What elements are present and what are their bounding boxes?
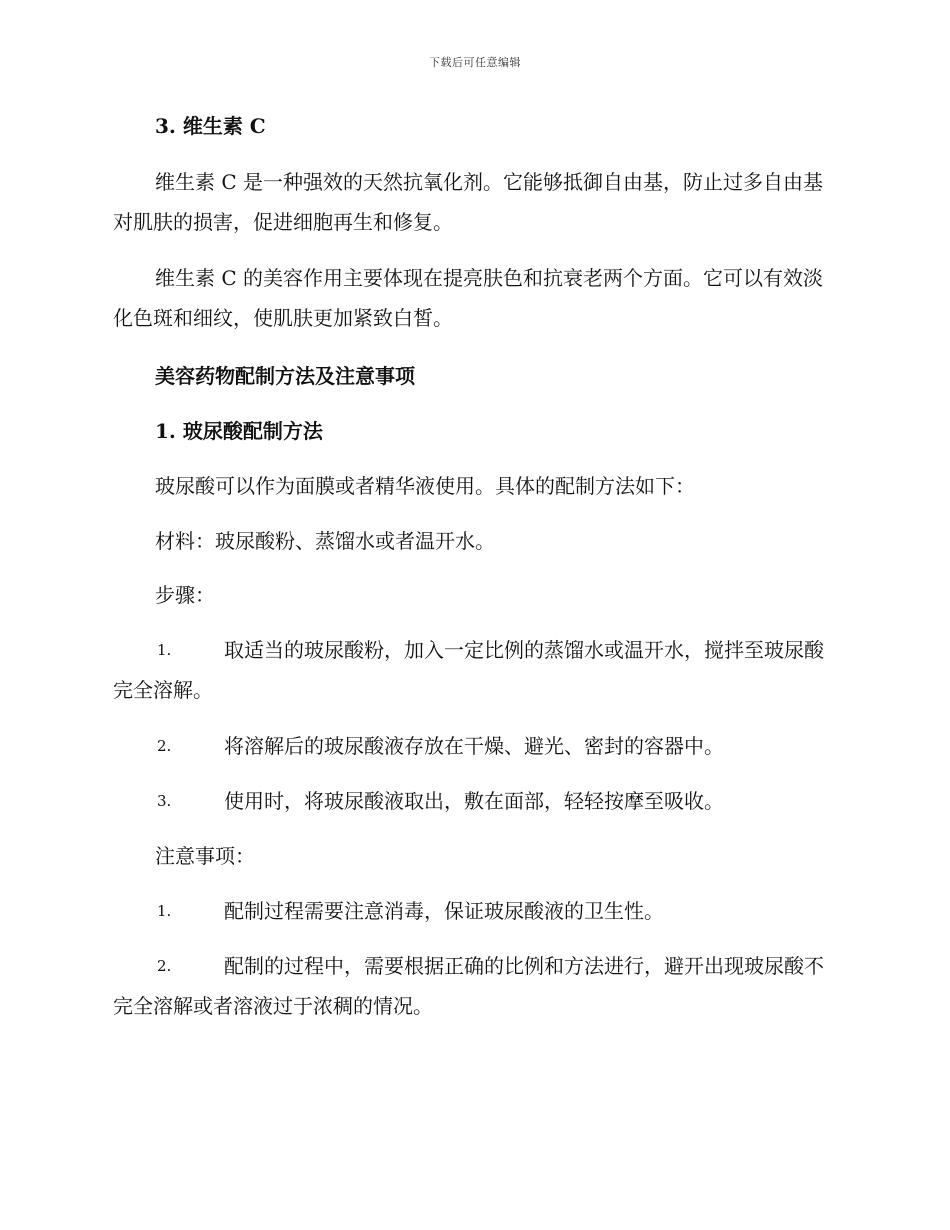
hyaluronic-acid-intro: 玻尿酸可以作为面膜或者精华液使用。具体的配制方法如下： — [155, 474, 695, 498]
note-number: 1. — [157, 902, 172, 920]
step-text: 将溶解后的玻尿酸液存放在干燥、避光、密封的容器中。 — [224, 734, 724, 758]
note-item — [113, 891, 833, 931]
notes-label: 注意事项： — [155, 844, 255, 868]
materials-line: 材料：玻尿酸粉、蒸馏水或者温开水。 — [155, 529, 495, 553]
step-item — [113, 726, 833, 766]
vitamin-c-paragraph-1: 维生素 C 是一种强效的天然抗氧化剂。它能够抵御自由基，防止过多自由基对肌肤的损害，促进细胞再生和修复。 — [113, 170, 824, 234]
note-text: 配制过程需要注意消毒，保证玻尿酸液的卫生性。 — [224, 899, 664, 923]
note-number: 2. — [157, 957, 172, 975]
step-number: 2. — [157, 737, 172, 755]
note-text: 配制的过程中，需要根据正确的比例和方法进行，避开出现玻尿酸不完全溶解或者溶液过于浓稠的情况。 — [113, 954, 824, 1018]
step-text: 取适当的玻尿酸粉，加入一定比例的蒸馏水或温开水，搅拌至玻尿酸完全溶解。 — [113, 638, 824, 702]
step-number: 1. — [157, 641, 172, 659]
step-number: 3. — [157, 792, 172, 810]
vitamin-c-paragraph-2: 维生素 C 的美容作用主要体现在提亮肤色和抗衰老两个方面。它可以有效淡化色斑和细纹，使肌肤更加紧致白皙。 — [113, 266, 824, 330]
hyaluronic-acid-heading: 1. 玻尿酸配制方法 — [155, 419, 323, 443]
step-item — [113, 781, 833, 821]
note-item — [113, 946, 833, 1026]
step-text: 使用时，将玻尿酸液取出，敷在面部，轻轻按摩至吸收。 — [224, 789, 724, 813]
page-header-note: 下载后可任意编辑 — [429, 56, 521, 69]
steps-label: 步骤： — [155, 583, 215, 607]
step-item — [113, 630, 833, 710]
preparation-section-heading: 美容药物配制方法及注意事项 — [155, 364, 415, 388]
vitamin-c-heading: 3. 维生素 C — [155, 114, 266, 138]
